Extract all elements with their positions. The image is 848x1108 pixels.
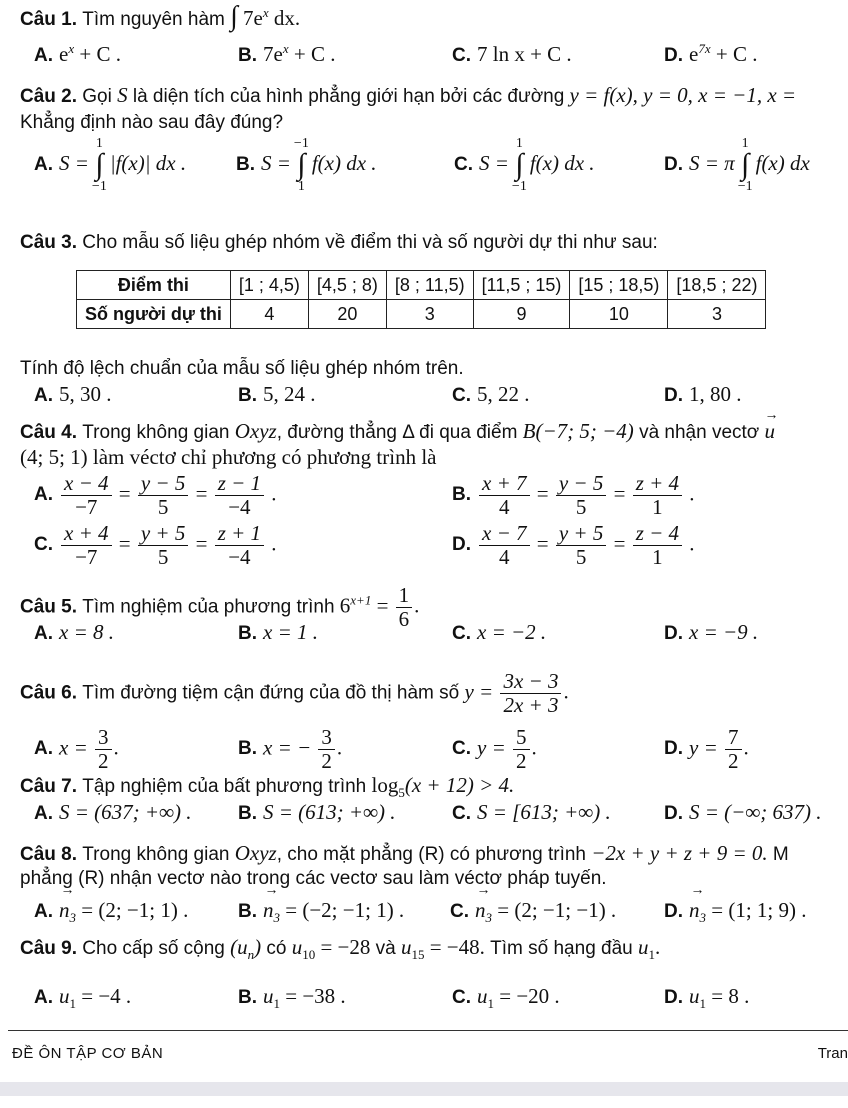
table-cell: 10: [570, 300, 668, 329]
option-label: D.: [664, 901, 683, 922]
denominator: 5: [575, 495, 587, 519]
question-3-stem: [20, 228, 658, 256]
question-text: và: [375, 938, 396, 959]
fraction: [95, 726, 112, 773]
area-equals: S =: [689, 150, 719, 175]
numerator: x + 4: [61, 522, 112, 546]
question-number: Câu 5.: [20, 596, 78, 618]
option-label: D.: [664, 987, 683, 1008]
equals: =: [536, 531, 549, 556]
equation-base: 6: [339, 593, 351, 618]
term-symbol: u: [400, 935, 412, 959]
option-c[interactable]: C. y = $\frac{5}{2}$ .: [452, 725, 537, 773]
term-symbol: u: [59, 984, 70, 1008]
upper-limit: 1: [95, 136, 103, 151]
numerator: 3x − 3: [500, 670, 561, 694]
fraction: [479, 472, 530, 519]
numerator: x − 7: [479, 522, 530, 546]
option-lhs: x =: [59, 735, 88, 760]
option-b[interactable]: [238, 620, 318, 645]
option-value: S = (−∞; 637) .: [689, 800, 822, 824]
term-index: 1: [487, 996, 494, 1012]
option-d[interactable]: [664, 898, 807, 926]
denominator: 2: [98, 749, 109, 773]
term-index: 15: [411, 947, 425, 963]
lower-limit: −1: [511, 179, 527, 194]
question-text: Trong không gian: [82, 844, 230, 865]
option-label: C.: [452, 738, 471, 760]
numerator: 7: [725, 726, 742, 750]
vector-index: 3: [699, 910, 706, 926]
option-value: x = 1 .: [263, 620, 318, 644]
question-text: Tìm nguyên hàm: [82, 9, 225, 30]
question-text: , đường thẳng Δ đi qua điểm: [276, 422, 518, 443]
option-c[interactable]: [450, 898, 617, 926]
fraction: [556, 472, 607, 519]
option-label: D.: [664, 153, 683, 175]
numerator: z + 1: [215, 522, 264, 546]
option-value: = −38 .: [285, 984, 346, 1008]
denominator: 1: [652, 545, 663, 569]
numerator: 1: [396, 584, 413, 608]
area-symbol: S: [117, 83, 128, 107]
option-label: B.: [238, 45, 257, 66]
denominator: 5: [157, 545, 169, 569]
term-value: = −48.: [429, 935, 485, 959]
table-row: [77, 271, 766, 300]
fraction: [396, 584, 413, 631]
option-value: S = [613; +∞) .: [477, 800, 611, 824]
table-cell: 3: [386, 300, 473, 329]
option-d[interactable]: [664, 800, 822, 825]
option-label: C.: [452, 803, 471, 824]
question-text: Tìm đường tiệm cận đứng của đồ thị hàm số: [82, 682, 460, 704]
option-value: S = (613; +∞) .: [263, 800, 396, 824]
term-symbol: u: [263, 984, 274, 1008]
question-number: Câu 7.: [20, 776, 78, 797]
option-label: C.: [452, 987, 471, 1008]
question-number: Câu 1.: [20, 9, 78, 30]
option-a[interactable]: [34, 898, 189, 926]
row-header: Số người dự thi: [77, 300, 231, 329]
normal-vector: [59, 898, 76, 926]
denominator: 4: [499, 495, 510, 519]
integral-sign: ∫: [230, 1, 238, 32]
term-index: 1: [273, 996, 280, 1012]
option-c[interactable]: C. $\frac{x + 4}{-7}$ = $\frac{y + 5}{5}$ = $\frac{z + 1}{-4}$ .: [34, 521, 277, 569]
option-value: = −20 .: [499, 984, 560, 1008]
footer-page-label: Tran: [817, 1045, 848, 1062]
term-symbol: u: [638, 935, 649, 959]
option-lhs: y =: [689, 735, 718, 760]
fraction: [633, 522, 682, 569]
option-base: e: [689, 42, 699, 66]
option-value: 5, 30 .: [59, 382, 112, 406]
question-text: Tìm số hạng đầu: [490, 938, 633, 959]
lower-limit: −1: [737, 179, 753, 194]
log-function: log: [371, 773, 399, 797]
option-value: = (2; −1; 1) .: [81, 898, 189, 922]
vector-index: 3: [485, 910, 492, 926]
question-text: Tìm nghiệm của phương trình: [82, 596, 335, 618]
option-label: D.: [664, 385, 683, 406]
option-d[interactable]: D. $\frac{x - 7}{4}$ = $\frac{y + 5}{5}$ = $\frac{z - 4}{1}$ .: [452, 521, 695, 569]
option-b[interactable]: [238, 984, 346, 1012]
differential: dx.: [273, 6, 301, 30]
option-b[interactable]: [238, 898, 405, 926]
fraction: [633, 472, 682, 519]
fraction: [725, 726, 742, 773]
option-a[interactable]: [34, 800, 192, 825]
vector-symbol: n: [263, 898, 274, 922]
option-label: B.: [452, 484, 471, 506]
vector-symbol: n: [59, 898, 70, 922]
question-text: có: [266, 938, 287, 959]
option-label: A.: [34, 803, 53, 824]
option-base: 7e: [263, 42, 283, 66]
option-lhs: x = −: [263, 735, 312, 760]
term-index: 1: [69, 996, 76, 1012]
option-label: B.: [238, 385, 257, 406]
option-a[interactable]: [34, 620, 114, 645]
pi-symbol: π: [724, 150, 735, 175]
option-value: 1, 80 .: [689, 382, 742, 406]
option-value: 7 ln x + C .: [477, 42, 572, 66]
option-b[interactable]: [236, 136, 377, 194]
coordinate-system: Oxyz: [234, 419, 277, 443]
term-symbol: u: [477, 984, 488, 1008]
numerator: z + 4: [633, 472, 682, 496]
option-label: C.: [34, 534, 53, 556]
question-text: và nhận vectơ: [639, 422, 760, 443]
option-tail: + C .: [715, 42, 758, 66]
table-cell: 3: [668, 300, 766, 329]
question-number: Câu 6.: [20, 682, 78, 704]
option-label: B.: [238, 803, 257, 824]
question-3-prompt: Tính độ lệch chuẩn của mẫu số liệu ghép nhóm trên.: [20, 358, 464, 379]
fraction: [479, 522, 530, 569]
boundary-equations: y = f(x), y = 0, x = −1, x =: [569, 83, 797, 107]
option-a[interactable]: [34, 42, 121, 67]
numerator: y − 5: [138, 472, 189, 496]
question-number: Câu 2.: [20, 86, 78, 107]
option-label: A.: [34, 385, 53, 406]
question-text: Cho mẫu số liệu ghép nhóm về điểm thi và số người dự thi như sau:: [82, 232, 658, 253]
question-2-stem: [20, 82, 796, 110]
fraction: [138, 522, 189, 569]
denominator: 4: [499, 545, 510, 569]
question-6-stem: Câu 6. Tìm đường tiệm cận đứng của đồ thị hàm số y = $\frac{3x - 3}{2x + 3}$ .: [20, 669, 569, 717]
denominator: 2: [728, 749, 739, 773]
fraction: [556, 522, 607, 569]
option-c[interactable]: [454, 136, 595, 194]
option-value: x = −2 .: [477, 620, 547, 644]
grouped-data-table: [76, 270, 766, 329]
numerator: z − 1: [215, 472, 264, 496]
area-equals: S =: [261, 150, 291, 175]
lower-limit: 1: [297, 179, 305, 194]
upper-limit: 1: [515, 136, 523, 151]
denominator: 2: [321, 749, 332, 773]
table-cell: [18,5 ; 22): [668, 271, 766, 300]
definite-integral: 1 ∫ −1: [511, 136, 527, 194]
numerator: y + 5: [138, 522, 189, 546]
definite-integral: 1 ∫ −1: [91, 136, 107, 194]
fraction: [215, 522, 264, 569]
numerator: y + 5: [556, 522, 607, 546]
question-5-stem: Câu 5. Tìm nghiệm của phương trình $6^{x+1}$ = $\frac{1}{6}$ .: [20, 583, 420, 631]
question-number: Câu 9.: [20, 938, 78, 959]
option-label: D.: [664, 738, 683, 760]
option-label: C.: [452, 45, 471, 66]
option-label: D.: [452, 534, 471, 556]
option-label: D.: [664, 623, 683, 644]
term-index: 1: [699, 996, 706, 1012]
fraction: [61, 522, 112, 569]
numerator: y − 5: [556, 472, 607, 496]
numerator: x − 4: [61, 472, 112, 496]
denominator: 2: [516, 749, 527, 773]
option-a[interactable]: [34, 136, 186, 194]
option-value: x = 8 .: [59, 620, 114, 644]
option-label: B.: [236, 153, 255, 175]
option-lhs: y =: [477, 735, 506, 760]
question-number: Câu 4.: [20, 422, 78, 443]
denominator: −7: [75, 545, 98, 569]
option-a[interactable]: A. x = $\frac{3}{2}$ .: [34, 725, 119, 773]
fraction: [500, 670, 561, 717]
area-equals: S =: [479, 150, 509, 175]
option-b[interactable]: B. $\frac{x + 7}{4}$ = $\frac{y - 5}{5}$ = $\frac{z + 4}{1}$ .: [452, 471, 695, 519]
option-c[interactable]: [452, 984, 560, 1012]
numerator: 3: [95, 726, 112, 750]
vector-index: 3: [69, 910, 76, 926]
option-a[interactable]: [34, 382, 112, 407]
question-4-stem: [20, 418, 775, 446]
option-value: = (1; 1; 9) .: [711, 898, 807, 922]
definite-integral: 1 ∫ −1: [737, 136, 753, 194]
option-label: C.: [450, 901, 469, 922]
question-text: Tập nghiệm của bất phương trình: [82, 776, 367, 797]
option-label: A.: [34, 484, 53, 506]
question-text: Trong không gian: [82, 422, 230, 443]
option-value: = (2; −1; −1) .: [497, 898, 617, 922]
denominator: 1: [652, 495, 663, 519]
option-base: e: [59, 42, 69, 66]
table-cell: [11,5 ; 15): [473, 271, 570, 300]
sequence-close: ): [254, 935, 262, 959]
denominator: −4: [228, 495, 251, 519]
option-value: = 8 .: [711, 984, 750, 1008]
question-7-stem: [20, 772, 514, 800]
option-d[interactable]: [664, 382, 742, 407]
question-8-stem: [20, 840, 789, 868]
numerator: 3: [318, 726, 335, 750]
upper-limit: 1: [741, 136, 749, 151]
plane-equation: −2x + y + z + 9 = 0.: [591, 841, 768, 865]
table-row: [77, 300, 766, 329]
footer-divider: [8, 1030, 848, 1031]
numerator: x + 7: [479, 472, 530, 496]
table-cell: 4: [230, 300, 308, 329]
sequence-index: n: [247, 947, 255, 963]
integrand-exponent: x: [262, 5, 269, 20]
option-a[interactable]: A. $\frac{x - 4}{-7}$ = $\frac{y - 5}{5}$ = $\frac{z - 1}{-4}$ .: [34, 471, 277, 519]
denominator: 2x + 3: [503, 693, 559, 717]
numerator: 5: [513, 726, 530, 750]
term-index: 1: [648, 947, 655, 963]
equation-exponent: x+1: [350, 592, 372, 608]
option-tail: + C .: [293, 42, 336, 66]
option-value: S = (637; +∞) .: [59, 800, 192, 824]
option-label: B.: [238, 901, 257, 922]
fraction: [61, 472, 112, 519]
option-tail: + C .: [79, 42, 121, 66]
option-label: A.: [34, 987, 53, 1008]
table-cell: [1 ; 4,5): [230, 271, 308, 300]
equals: =: [613, 531, 626, 556]
term-symbol: u: [291, 935, 303, 959]
table-cell: [4,5 ; 8): [308, 271, 386, 300]
option-exponent: x: [68, 41, 75, 56]
denominator: −7: [75, 495, 98, 519]
option-c[interactable]: [452, 382, 530, 407]
log-argument: (x + 12) > 4.: [404, 773, 515, 797]
option-label: B.: [238, 987, 257, 1008]
question-1-stem: [20, 1, 301, 33]
option-label: A.: [34, 738, 53, 760]
sequence-symbol: (u: [230, 935, 248, 959]
table-cell: [8 ; 11,5): [386, 271, 473, 300]
integrand: 7e: [243, 6, 263, 30]
numerator: z − 4: [633, 522, 682, 546]
normal-vector: [263, 898, 280, 926]
equals: =: [195, 531, 208, 556]
option-b[interactable]: [238, 382, 316, 407]
option-b[interactable]: B. x = − $\frac{3}{2}$ .: [238, 725, 343, 773]
coordinate-system: Oxyz: [234, 841, 277, 865]
table-cell: 9: [473, 300, 570, 329]
question-8-stem-continued: phẳng (R) nhận vectơ nào trong các vectơ sau làm véctơ pháp tuyến.: [20, 868, 607, 889]
integrand: f(x) dx .: [311, 150, 377, 175]
vector-symbol: n: [689, 898, 700, 922]
footer-title: ĐỀ ÔN TẬP CƠ BẢN: [12, 1045, 164, 1062]
vector-index: 3: [273, 910, 280, 926]
term-index: 10: [302, 947, 316, 963]
row-header: Điểm thi: [77, 271, 231, 300]
question-number: Câu 3.: [20, 232, 78, 253]
option-c[interactable]: [452, 620, 546, 645]
option-c[interactable]: [452, 42, 572, 67]
equals: =: [536, 481, 549, 506]
option-exponent: x: [282, 41, 289, 56]
denominator: 6: [398, 607, 410, 631]
fraction: [215, 472, 264, 519]
option-b[interactable]: [238, 42, 335, 67]
option-label: C.: [452, 385, 471, 406]
equals: =: [613, 481, 626, 506]
log-base: 5: [398, 785, 405, 801]
option-label: A.: [34, 901, 53, 922]
term-value: = −28: [320, 935, 371, 959]
question-2-prompt: Khẳng định nào sau đây đúng?: [20, 112, 284, 133]
option-a[interactable]: [34, 984, 132, 1012]
table-cell: [15 ; 18,5): [570, 271, 668, 300]
question-text: là diện tích của hình phẳng giới hạn bởi các đường: [132, 86, 565, 107]
footer-band: [0, 1082, 848, 1096]
option-label: B.: [238, 738, 257, 760]
integrand: |f(x)| dx .: [109, 150, 187, 175]
normal-vector: [475, 898, 492, 926]
option-label: D.: [664, 803, 683, 824]
question-number: Câu 8.: [20, 844, 78, 865]
option-b[interactable]: [238, 800, 396, 825]
vector-u: → u: [765, 418, 776, 444]
question-4-stem-continued: (4; 5; 1) làm véctơ chỉ phương có phương trình là: [20, 445, 437, 469]
normal-vector: [689, 898, 706, 926]
fraction: [138, 472, 189, 519]
denominator: 5: [575, 545, 587, 569]
option-label: C.: [454, 153, 473, 175]
question-9-stem: Câu 9. Cho cấp số cộng $(u_n)$ có $u_{10} = -28$ và $u_{15} = -48$. Tìm số hạng đầu $u_1$.: [20, 935, 661, 963]
integrand: f(x) dx: [755, 150, 810, 175]
option-c[interactable]: [452, 800, 611, 825]
option-d[interactable]: [664, 136, 810, 194]
option-value: x = −9 .: [689, 620, 759, 644]
option-label: A.: [34, 45, 53, 66]
definite-integral: −1 ∫ 1: [293, 136, 309, 194]
area-equals: S =: [59, 150, 89, 175]
denominator: 5: [157, 495, 169, 519]
denominator: −4: [228, 545, 251, 569]
option-label: C.: [452, 623, 471, 644]
fraction: [318, 726, 335, 773]
option-d[interactable]: [664, 620, 758, 645]
table-cell: 20: [308, 300, 386, 329]
equals: =: [195, 481, 208, 506]
question-text: , cho mặt phẳng (R) có phương trình: [276, 844, 586, 865]
upper-limit: −1: [293, 136, 309, 151]
vector-symbol: n: [475, 898, 486, 922]
option-d[interactable]: D. y = $\frac{7}{2}$ .: [664, 725, 749, 773]
option-label: D.: [664, 45, 683, 66]
equals: =: [118, 531, 131, 556]
equals: =: [118, 481, 131, 506]
term-symbol: u: [689, 984, 700, 1008]
point-b: B(−7; 5; −4): [522, 419, 634, 443]
question-text: Gọi: [82, 86, 112, 107]
option-value: 5, 22 .: [477, 382, 530, 406]
option-label: A.: [34, 153, 53, 175]
option-value: = (−2; −1; 1) .: [285, 898, 405, 922]
option-d[interactable]: [664, 984, 750, 1012]
option-d[interactable]: [664, 42, 757, 67]
integrand: f(x) dx .: [529, 150, 595, 175]
option-label: A.: [34, 623, 53, 644]
question-text: Cho cấp số cộng: [82, 938, 225, 959]
option-label: B.: [238, 623, 257, 644]
function-lhs: y =: [464, 679, 494, 704]
option-exponent: 7x: [698, 41, 711, 56]
lower-limit: −1: [91, 179, 107, 194]
option-value: = −4 .: [81, 984, 132, 1008]
fraction: [513, 726, 530, 773]
truncated-text: M: [772, 844, 789, 865]
option-value: 5, 24 .: [263, 382, 316, 406]
